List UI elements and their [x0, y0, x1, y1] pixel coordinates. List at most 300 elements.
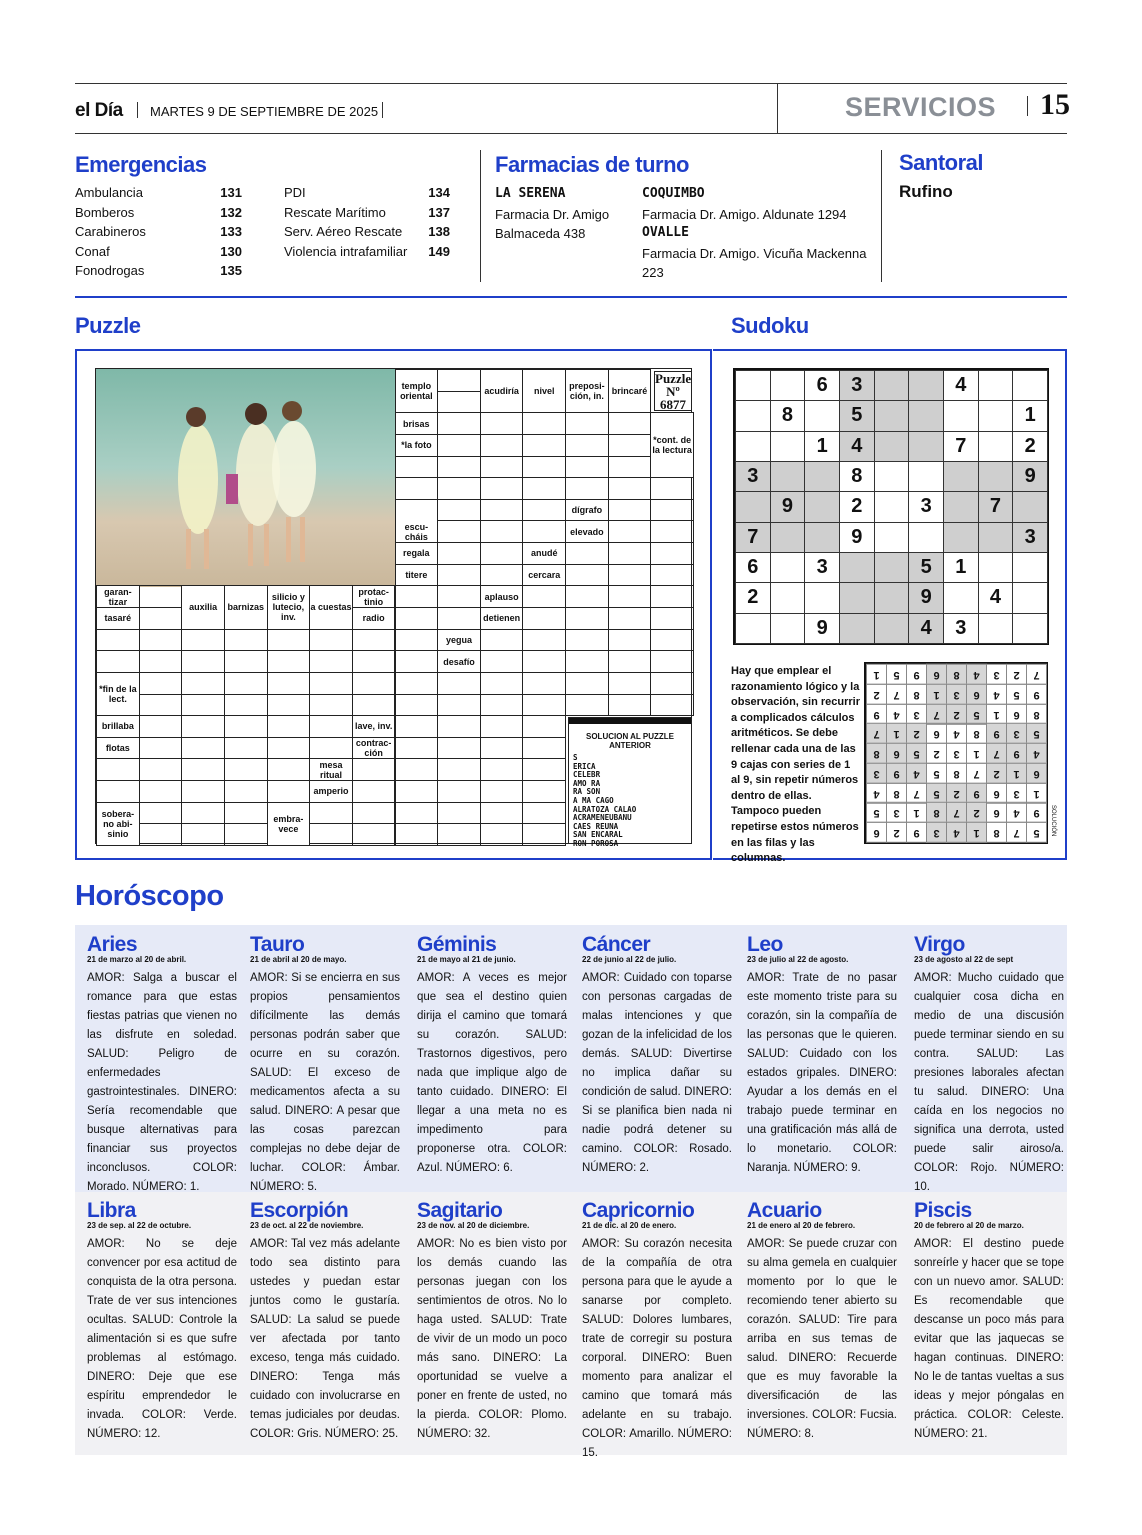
sudoku-cell[interactable]: 2 [839, 491, 875, 522]
sudoku-cell[interactable] [770, 552, 806, 583]
crossword-cell[interactable] [608, 520, 652, 543]
crossword-cell[interactable] [650, 672, 694, 695]
crossword-cell[interactable] [437, 369, 481, 392]
sudoku-cell[interactable] [908, 431, 944, 462]
sudoku-cell[interactable]: 9 [839, 522, 875, 553]
crossword-cell[interactable] [181, 758, 225, 781]
crossword-clue: aplauso [480, 585, 524, 608]
crossword-cell[interactable] [309, 802, 353, 825]
crossword-cell[interactable] [437, 758, 481, 781]
sudoku-cell[interactable] [908, 522, 944, 553]
sudoku-cell[interactable]: 6 [804, 370, 840, 401]
sudoku-cell[interactable]: 4 [943, 370, 979, 401]
crossword-cell[interactable] [352, 780, 396, 803]
sudoku-cell[interactable] [839, 613, 875, 644]
solution-cell: 2 [886, 822, 907, 843]
crossword-cell[interactable] [224, 780, 268, 803]
crossword-cell[interactable] [565, 477, 609, 500]
crossword-cell[interactable] [181, 780, 225, 803]
crossword-cell[interactable] [480, 715, 524, 738]
sudoku-cell[interactable]: 1 [804, 431, 840, 462]
crossword-cell[interactable] [267, 715, 311, 738]
solution-label: SOLUCIÓN [1050, 805, 1056, 837]
crossword-cell[interactable] [139, 758, 183, 781]
sudoku-cell[interactable] [874, 370, 910, 401]
crossword-cell[interactable] [565, 434, 609, 457]
section-title: SERVICIOS [845, 92, 997, 122]
crossword-cell[interactable] [395, 758, 439, 781]
sudoku-cell[interactable]: 3 [943, 613, 979, 644]
sudoku-cell[interactable]: 3 [839, 370, 875, 401]
crossword-grid [95, 368, 692, 848]
crossword-cell[interactable] [608, 477, 652, 500]
sudoku-cell[interactable] [908, 461, 944, 492]
crossword-cell[interactable] [267, 694, 311, 717]
sudoku-cell[interactable] [770, 522, 806, 553]
crossword-cell[interactable] [181, 715, 225, 738]
solution-cell: 2 [906, 723, 927, 744]
crossword-cell[interactable] [522, 694, 566, 717]
crossword-cell[interactable] [522, 629, 566, 652]
sudoku-cell[interactable] [978, 400, 1014, 431]
sudoku-cell[interactable]: 4 [908, 613, 944, 644]
crossword-cell[interactable] [437, 607, 481, 630]
divider [480, 150, 481, 282]
crossword-cell[interactable] [96, 629, 140, 652]
sign-text: AMOR: Cuidado con toparse con personas cargadas de malas intenciones y que gozan de la infelicidad de los demás. SALUD: Divertirse no implica dañar su condición de salud. DINERO: Si se planifica bien nada ni nadie podrá detener su camino. COLOR: Rosado. NÚMERO: 2. [582, 972, 732, 1174]
crossword-cell[interactable] [480, 542, 524, 565]
crossword-cell[interactable] [139, 823, 183, 846]
crossword-cell[interactable] [181, 629, 225, 652]
solution-cell: 3 [946, 743, 967, 764]
solution-row: CAES REUNA [573, 821, 619, 831]
crossword-cell[interactable] [565, 564, 609, 587]
crossword-cell[interactable] [181, 650, 225, 673]
crossword-cell[interactable] [608, 629, 652, 652]
sudoku-cell[interactable] [735, 613, 771, 644]
crossword-cell[interactable] [309, 629, 353, 652]
sudoku-cell[interactable] [874, 552, 910, 583]
crossword-cell[interactable] [522, 650, 566, 673]
crossword-cell[interactable] [522, 737, 566, 760]
crossword-cell[interactable] [480, 737, 524, 760]
crossword-cell[interactable] [181, 694, 225, 717]
crossword-cell[interactable] [437, 542, 481, 565]
crossword-cell[interactable] [650, 629, 694, 652]
crossword-cell[interactable] [522, 607, 566, 630]
sudoku-cell[interactable]: 3 [804, 552, 840, 583]
crossword-cell[interactable] [522, 672, 566, 695]
crossword-cell[interactable] [96, 650, 140, 673]
emergency-name: Conaf [75, 243, 110, 259]
crossword-cell[interactable] [650, 477, 694, 500]
sudoku-cell[interactable] [874, 431, 910, 462]
sudoku-cell[interactable] [1012, 370, 1048, 401]
sudoku-cell[interactable]: 7 [943, 431, 979, 462]
crossword-cell[interactable] [224, 715, 268, 738]
crossword-cell[interactable] [608, 434, 652, 457]
crossword-cell[interactable] [650, 499, 694, 522]
crossword-cell[interactable] [565, 694, 609, 717]
sudoku-cell[interactable] [735, 491, 771, 522]
sudoku-cell[interactable] [978, 613, 1014, 644]
crossword-cell[interactable] [352, 650, 396, 673]
solution-row: S [573, 753, 578, 762]
crossword-cell[interactable] [224, 802, 268, 825]
sudoku-cell[interactable] [874, 522, 910, 553]
solution-cell: 5 [966, 704, 987, 725]
crossword-cell[interactable] [395, 607, 439, 630]
sudoku-cell[interactable] [770, 431, 806, 462]
sudoku-cell[interactable]: 8 [839, 461, 875, 492]
sudoku-cell[interactable] [1012, 582, 1048, 613]
sudoku-cell[interactable] [978, 370, 1014, 401]
crossword-cell[interactable] [437, 694, 481, 717]
sudoku-cell[interactable] [1012, 613, 1048, 644]
crossword-cell[interactable] [480, 564, 524, 587]
crossword-cell[interactable] [565, 412, 609, 435]
sudoku-cell[interactable]: 5 [839, 400, 875, 431]
farmacias-title: Farmacias de turno [495, 152, 689, 177]
crossword-cell[interactable] [395, 715, 439, 738]
crossword-cell[interactable] [650, 650, 694, 673]
sudoku-cell[interactable] [735, 431, 771, 462]
crossword-clue: cercara [522, 564, 566, 587]
sudoku-cell[interactable]: 9 [1012, 461, 1048, 492]
crossword-cell[interactable] [181, 672, 225, 695]
crossword-clue: titere [395, 564, 439, 587]
sudoku-cell[interactable] [770, 461, 806, 492]
sign-dates: 23 de julio al 22 de agosto. [747, 955, 849, 964]
crossword-cell[interactable] [437, 737, 481, 760]
crossword-cell[interactable] [650, 607, 694, 630]
solution-cell: 7 [1026, 664, 1047, 685]
crossword-cell[interactable] [395, 672, 439, 695]
horoscope-sign [747, 933, 897, 1178]
crossword-cell[interactable] [480, 520, 524, 543]
sign-text: AMOR: Si se encierra en sus propios pensamientos difícilmente las demás personas podrán saber que ocurre en su corazón. SALUD: El exceso de medicamentos afecta a su salud. DINERO: A pesar que las cosas parezcan complejas no debe dejar de luchar. COLOR: Ámbar. NÚMERO: 5. [250, 972, 400, 1193]
crossword-cell[interactable] [565, 672, 609, 695]
crossword-cell[interactable] [224, 694, 268, 717]
crossword-cell[interactable] [437, 823, 481, 846]
sudoku-cell[interactable]: 3 [908, 491, 944, 522]
solution-row: RA SON [573, 787, 601, 797]
sudoku-cell[interactable] [735, 370, 771, 401]
emergency-number: 130 [220, 243, 242, 259]
sudoku-cell[interactable] [874, 400, 910, 431]
sudoku-cell[interactable] [943, 491, 979, 522]
crossword-cell[interactable] [565, 650, 609, 673]
crossword-cell[interactable] [224, 672, 268, 695]
sign-dates: 23 de oct. al 22 de noviembre. [250, 1221, 364, 1230]
pharmacy-ovalle: Farmacia Dr. Amigo. Vicuña Mackenna [642, 246, 867, 261]
sudoku-cell[interactable]: 4 [839, 431, 875, 462]
crossword-cell[interactable] [181, 823, 225, 846]
emergency-row [75, 224, 242, 239]
crossword-cell[interactable] [224, 650, 268, 673]
sudoku-cell[interactable]: 7 [735, 522, 771, 553]
crossword-cell[interactable] [267, 780, 311, 803]
crossword-cell[interactable] [181, 802, 225, 825]
crossword-cell[interactable] [565, 542, 609, 565]
sudoku-cell[interactable]: 9 [908, 582, 944, 613]
pharmacy-coquimbo: Farmacia Dr. Amigo. Aldunate 1294 [642, 207, 847, 222]
sudoku-cell[interactable] [978, 522, 1014, 553]
crossword-cell[interactable] [139, 607, 183, 630]
crossword-cell[interactable] [608, 456, 652, 479]
crossword-cell[interactable] [608, 542, 652, 565]
crossword-cell[interactable] [395, 780, 439, 803]
crossword-cell[interactable] [480, 477, 524, 500]
crossword-cell[interactable] [352, 802, 396, 825]
crossword-cell[interactable] [437, 520, 481, 543]
crossword-cell[interactable] [224, 823, 268, 846]
solution-cell: 9 [906, 664, 927, 685]
crossword-cell[interactable] [309, 672, 353, 695]
crossword-cell[interactable] [480, 412, 524, 435]
crossword-cell[interactable] [522, 520, 566, 543]
crossword-cell[interactable] [480, 694, 524, 717]
sudoku-cell[interactable]: 3 [735, 461, 771, 492]
crossword-cell[interactable] [565, 456, 609, 479]
sudoku-cell[interactable] [943, 522, 979, 553]
crossword-cell[interactable] [650, 694, 694, 717]
crossword-cell[interactable] [395, 629, 439, 652]
crossword-cell[interactable] [650, 520, 694, 543]
crossword-cell[interactable] [522, 715, 566, 738]
sudoku-cell[interactable]: 7 [978, 491, 1014, 522]
crossword-cell[interactable] [522, 823, 566, 846]
crossword-cell[interactable] [267, 629, 311, 652]
sudoku-cell[interactable] [978, 461, 1014, 492]
crossword-cell[interactable] [437, 412, 481, 435]
crossword-cell[interactable] [352, 629, 396, 652]
crossword-cell[interactable] [565, 607, 609, 630]
crossword-cell[interactable] [608, 672, 652, 695]
crossword-cell[interactable] [608, 694, 652, 717]
crossword-cell[interactable] [522, 456, 566, 479]
crossword-cell[interactable] [224, 758, 268, 781]
sudoku-cell[interactable] [1012, 491, 1048, 522]
solution-cell: 5 [1026, 822, 1047, 843]
crossword-cell[interactable] [96, 758, 140, 781]
crossword-cell[interactable] [522, 585, 566, 608]
crossword-cell[interactable] [480, 758, 524, 781]
crossword-cell[interactable] [522, 499, 566, 522]
sudoku-cell[interactable]: 1 [1012, 400, 1048, 431]
crossword-cell[interactable] [395, 650, 439, 673]
emergency-row [284, 204, 450, 220]
crossword-cell[interactable] [139, 715, 183, 738]
sudoku-cell[interactable] [804, 522, 840, 553]
crossword-cell[interactable] [608, 564, 652, 587]
sudoku-cell[interactable] [874, 461, 910, 492]
crossword-cell[interactable] [565, 585, 609, 608]
crossword-cell[interactable] [267, 758, 311, 781]
crossword-cell[interactable] [608, 650, 652, 673]
sudoku-cell[interactable] [770, 370, 806, 401]
crossword-cell[interactable] [480, 823, 524, 846]
sudoku-cell[interactable] [804, 582, 840, 613]
crossword-cell[interactable] [522, 477, 566, 500]
crossword-cell[interactable] [139, 780, 183, 803]
crossword-cell[interactable] [309, 823, 353, 846]
crossword-cell[interactable] [480, 802, 524, 825]
page-number: 15 [1040, 88, 1070, 121]
sign-name: Sagitario [417, 1199, 503, 1222]
sudoku-cell[interactable] [978, 431, 1014, 462]
sudoku-cell[interactable] [735, 400, 771, 431]
crossword-cell[interactable] [139, 629, 183, 652]
sudoku-cell[interactable]: 3 [1012, 522, 1048, 553]
crossword-cell[interactable] [522, 780, 566, 803]
solution-cell: 4 [946, 822, 967, 843]
crossword-cell[interactable] [139, 737, 183, 760]
solution-cell: 7 [946, 802, 967, 823]
sudoku-cell[interactable] [839, 582, 875, 613]
crossword-cell[interactable] [267, 737, 311, 760]
sudoku-cell[interactable] [770, 582, 806, 613]
sudoku-cell[interactable] [908, 370, 944, 401]
city-ovalle: OVALLE [642, 225, 689, 240]
solution-cell: 5 [926, 783, 947, 804]
crossword-cell[interactable] [608, 499, 652, 522]
sudoku-cell[interactable]: 9 [804, 613, 840, 644]
solution-cell: 7 [906, 783, 927, 804]
sudoku-cell[interactable]: 8 [770, 400, 806, 431]
sudoku-cell[interactable] [908, 400, 944, 431]
sudoku-cell[interactable] [770, 613, 806, 644]
crossword-cell[interactable] [437, 715, 481, 738]
crossword-clue: nivel [522, 369, 566, 413]
sudoku-cell[interactable] [943, 461, 979, 492]
sudoku-cell[interactable]: 4 [978, 582, 1014, 613]
crossword-cell[interactable] [352, 758, 396, 781]
crossword-cell[interactable] [522, 802, 566, 825]
crossword-cell[interactable] [309, 737, 353, 760]
sudoku-cell[interactable] [943, 400, 979, 431]
sudoku-cell[interactable] [874, 582, 910, 613]
sudoku-cell[interactable] [804, 461, 840, 492]
crossword-cell[interactable] [565, 629, 609, 652]
crossword-cell[interactable] [139, 650, 183, 673]
crossword-cell[interactable] [309, 694, 353, 717]
crossword-cell[interactable] [352, 823, 396, 846]
solution-cell: 1 [1026, 783, 1047, 804]
crossword-cell[interactable] [139, 585, 183, 608]
crossword-cell[interactable] [650, 542, 694, 565]
crossword-clue: mesa ritual [309, 758, 353, 781]
crossword-cell[interactable] [437, 672, 481, 695]
crossword-cell[interactable] [395, 585, 439, 608]
crossword-cell[interactable] [480, 780, 524, 803]
crossword-cell[interactable] [437, 434, 481, 457]
crossword-cell[interactable] [480, 629, 524, 652]
crossword-cell[interactable] [139, 802, 183, 825]
crossword-cell[interactable] [480, 499, 524, 522]
crossword-clue: dígrafo [565, 499, 609, 522]
sudoku-cell[interactable] [804, 400, 840, 431]
crossword-cell[interactable] [224, 737, 268, 760]
crossword-cell[interactable] [437, 564, 481, 587]
crossword-cell[interactable] [437, 585, 481, 608]
crossword-cell[interactable] [267, 650, 311, 673]
sudoku-cell[interactable] [804, 491, 840, 522]
solution-cell: 9 [866, 704, 887, 725]
crossword-cell[interactable] [480, 650, 524, 673]
sudoku-cell[interactable]: 2 [735, 582, 771, 613]
crossword-cell[interactable] [650, 564, 694, 587]
crossword-cell[interactable] [352, 672, 396, 695]
crossword-cell[interactable] [309, 650, 353, 673]
crossword-cell[interactable] [437, 802, 481, 825]
crossword-cell[interactable] [480, 456, 524, 479]
crossword-cell[interactable] [224, 629, 268, 652]
solution-cell: 4 [866, 783, 887, 804]
crossword-cell[interactable] [139, 694, 183, 717]
crossword-cell[interactable] [352, 694, 396, 717]
crossword-cell[interactable] [650, 585, 694, 608]
crossword-cell[interactable] [395, 694, 439, 717]
sudoku-cell[interactable] [943, 582, 979, 613]
crossword-cell[interactable] [437, 391, 481, 414]
crossword-cell[interactable] [480, 672, 524, 695]
sudoku-cell[interactable]: 9 [770, 491, 806, 522]
crossword-cell[interactable] [395, 737, 439, 760]
crossword-clue: garan-tizar [96, 585, 140, 608]
crossword-clue: brillaba [96, 715, 140, 738]
sudoku-cell[interactable]: 6 [735, 552, 771, 583]
crossword-cell[interactable] [608, 585, 652, 608]
crossword-cell[interactable] [309, 715, 353, 738]
sudoku-cell[interactable] [874, 491, 910, 522]
crossword-cell[interactable] [181, 737, 225, 760]
sudoku-cell[interactable]: 1 [943, 552, 979, 583]
crossword-cell[interactable] [608, 412, 652, 435]
puzzle-photo [96, 369, 396, 587]
crossword-cell[interactable] [395, 477, 439, 500]
solution-row: ERICA [573, 761, 596, 771]
crossword-cell[interactable] [437, 477, 481, 500]
emergency-number: 137 [428, 204, 450, 220]
sudoku-cell[interactable] [874, 613, 910, 644]
crossword-cell[interactable] [522, 758, 566, 781]
sudoku-cell[interactable] [978, 552, 1014, 583]
crossword-cell[interactable] [96, 780, 140, 803]
crossword-clue: elevado [565, 520, 609, 543]
crossword-cell[interactable] [395, 456, 439, 479]
crossword-cell[interactable] [480, 434, 524, 457]
sudoku-cell[interactable] [1012, 552, 1048, 583]
crossword-cell[interactable] [437, 780, 481, 803]
crossword-cell[interactable] [437, 456, 481, 479]
sudoku-cell[interactable]: 5 [908, 552, 944, 583]
crossword-cell[interactable] [522, 412, 566, 435]
sign-text: AMOR: No se deje convencer por esa actitud de conquista de la otra persona. Trate de ver sus intenciones ocultas. SALUD: Controle la alimentación si es que sufre problemas al estómago. DINERO: Deje que ese espíritu emprendedor le invada. COLOR: Verde. NÚMERO: 12. [87, 1238, 237, 1440]
sudoku-cell[interactable]: 2 [1012, 431, 1048, 462]
crossword-cell[interactable] [139, 672, 183, 695]
crossword-cell[interactable] [395, 802, 439, 825]
emergencias-title: Emergencias [75, 152, 207, 177]
solution-cell: 6 [1006, 704, 1027, 725]
crossword-clue: lave, inv. [352, 715, 396, 738]
crossword-cell[interactable] [608, 607, 652, 630]
crossword-cell[interactable] [522, 434, 566, 457]
crossword-cell[interactable] [395, 823, 439, 846]
sudoku-cell[interactable] [839, 552, 875, 583]
crossword-cell[interactable] [267, 672, 311, 695]
crossword-cell[interactable] [437, 499, 481, 522]
